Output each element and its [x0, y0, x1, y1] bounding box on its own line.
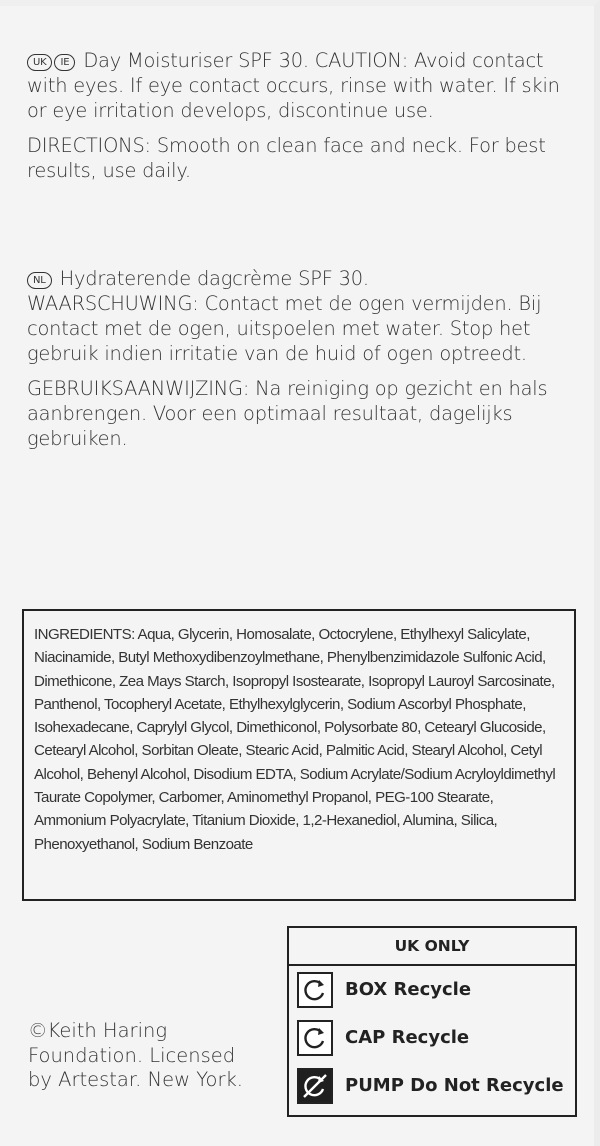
english-section [27, 48, 577, 193]
dutch-warning: WAARSCHUWING: Contact met de ogen vermijden. Bij contact met de ogen, uitspoelen met water. Stop het gebruik indien irritatie van de huid of ogen optreedt. [27, 292, 542, 365]
dutch-title-text: Hydraterende dagcrème SPF 30. [59, 267, 369, 290]
widely-recycled-icon [297, 972, 333, 1008]
ingredients-box [22, 609, 576, 901]
widely-recycled-icon [297, 1020, 333, 1056]
ingredients-text: INGREDIENTS: Aqua, Glycerin, Homosalate, Octocrylene, Ethylhexyl Salicylate, Niacinamide, Butyl Methoxydibenzoylmethane, Phenylbenzimidazole Sulfonic Acid, Dimethicone, Zea Mays Starch, Isopropyl Isostearate, Isopropyl Lauroyl Sarcosinate, Panthenol, Tocopheryl Acetate, Ethylhexylglycerin, Sodium Ascorbyl Phosphate, Isohexadecane, Caprylyl Glycol, Dimethiconol, Polysorbate 80, Cetearyl Glucoside, Cetearyl Alcohol, Sorbitan Oleate, Stearic Acid, Palmitic Acid, Stearyl Alcohol, Cetyl Alcohol, Behenyl Alcohol, Disodium EDTA, Sodium Acrylate/Sodium Acryloyldimethyl Taurate Copolymer, Carbomer, Aminomethyl Propanol, PEG-100 Stearate, Ammonium Polyacrylate, Titanium Dioxide, 1,2-Hexanediol, Alumina, Silica, Phenoxyethanol, Sodium Benzoate [34, 626, 556, 853]
recycling-panel [287, 926, 577, 1117]
recycling-row-cap [289, 1014, 575, 1062]
country-code-uk: UK [27, 54, 52, 71]
recycling-label-box: BOX Recycle [345, 979, 472, 1000]
english-caution-text: Day Moisturiser SPF 30. CAUTION: Avoid contact with eyes. If eye contact occurs, rinse with water. If skin or eye irritation develops, discontinue use. [27, 49, 560, 122]
english-caution [27, 48, 577, 123]
recycling-row-pump [289, 1062, 575, 1110]
dutch-section [27, 266, 577, 461]
recycling-label-cap: CAP Recycle [345, 1027, 470, 1048]
country-code-ie: IE [54, 54, 75, 71]
recycling-label-pump: PUMP Do Not Recycle [345, 1075, 564, 1096]
country-code-nl: NL [27, 272, 52, 289]
dutch-directions: GEBRUIKSAANWIJZING: Na reiniging op gezicht en hals aanbrengen. Voor een optimaal resultaat, dagelijks gebruiken. [27, 377, 548, 450]
license-credit: ©Keith Haring Foundation. Licensed by Artestar. New York. [28, 1019, 243, 1091]
english-directions: DIRECTIONS: Smooth on clean face and neck. For best results, use daily. [27, 134, 546, 182]
recycling-header: UK ONLY [289, 928, 575, 966]
not-recycled-icon [297, 1068, 333, 1104]
dutch-title [27, 266, 577, 291]
recycling-row-box [289, 966, 575, 1014]
